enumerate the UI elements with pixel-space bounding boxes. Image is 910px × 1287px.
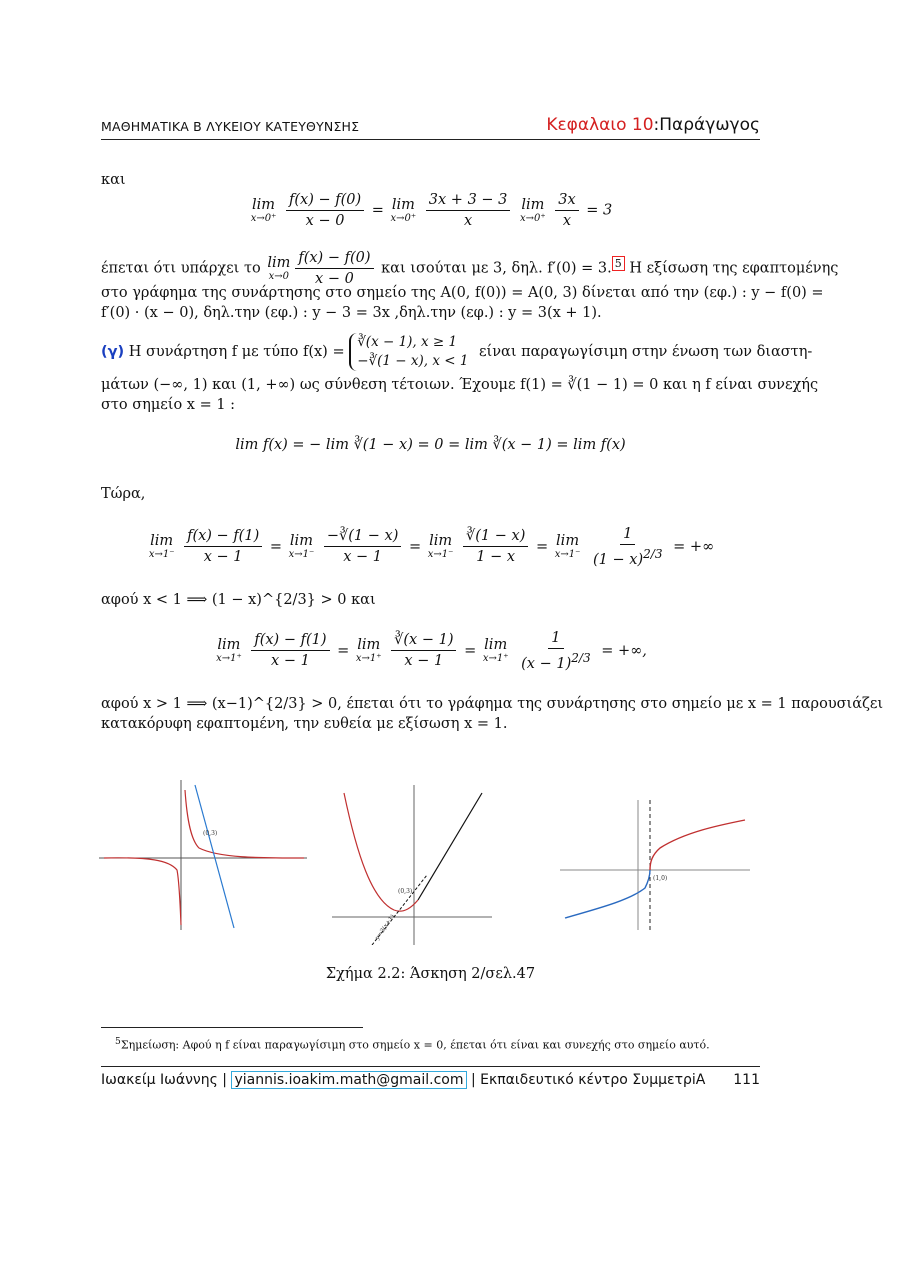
paragraph-line-3: f′(0) · (x − 0), δηλ.την (εφ.) : y − 3 = 3x ,δηλ.την (εφ.) : y = 3(x + 1). <box>101 305 602 321</box>
eq3-result: = +∞ <box>673 538 715 555</box>
footer-rule <box>101 1066 760 1067</box>
equation-limit-1: lim x→0⁺ $\frac{f(x) - f(0)}{x - 0}$ = lim x→0⁺ $\frac{3x + 3 - 3}{x}$ lim x→0⁺ $\frac{3x}{x}$ = 3 <box>250 192 613 229</box>
footnote <box>115 1036 710 1052</box>
case-2: −∛(1 − x), x < 1 <box>357 353 469 369</box>
fig2-point-label: (0,3) <box>398 888 413 895</box>
chapter-title: :Παράγωγος <box>653 115 760 135</box>
eq1-result: = 3 <box>586 202 613 219</box>
text-tora: Τώρα, <box>101 486 146 502</box>
figure-graph-1 <box>99 780 307 930</box>
p1-start: έπεται ότι υπάρχει το <box>101 260 261 277</box>
paragraph-line-7: αφού x < 1 ⟹ (1 − x)^{2/3} > 0 και <box>101 592 376 608</box>
footnote-ref[interactable]: 5 <box>612 256 625 271</box>
fig1-point-label: (0,3) <box>203 830 218 837</box>
header-rule <box>101 139 760 140</box>
paragraph-line-6: στο σημείο x = 1 : <box>101 397 236 413</box>
footer-line <box>101 1072 705 1088</box>
figure-graph-2 <box>332 785 492 945</box>
chapter-label: Κεφαλαιο 10 <box>546 115 654 135</box>
equation-continuity: lim f(x) = − lim ∛(1 − x) = 0 = lim ∛(x − 1) = lim f(x) <box>235 437 626 453</box>
fig2-tangent-label: y=3(x+1) <box>373 913 397 942</box>
email-link[interactable]: yiannis.ioakim.math@gmail.com <box>231 1071 466 1089</box>
p1-middle: και ισούται με 3, δηλ. f′(0) = 3. <box>381 260 612 277</box>
figure-caption: Σχήμα 2.2: Άσκηση 2/σελ.47 <box>325 966 536 982</box>
piecewise-definition <box>349 333 474 371</box>
fig3-point-label: (1,0) <box>653 875 668 882</box>
footer-institution: | Εκπαιδευτικό κέντρο ΣυμμετρiΑ <box>466 1072 706 1088</box>
gamma-text-b: είναι παραγωγίσιμη στην ένωση των διαστη- <box>479 344 813 360</box>
paragraph-line-5: μάτων (−∞, 1) και (1, +∞) ως σύνθεση τέτοιων. Έχουμε f(1) = ∛(1 − 1) = 0 και η f είναι συνεχής <box>101 377 819 393</box>
p1-end: Η εξίσωση της εφαπτομένης <box>629 260 839 277</box>
paragraph-line-9: κατακόρυφη εφαπτομένη, την ευθεία με εξίσωση x = 1. <box>101 716 508 732</box>
footer-author: Ιωακείμ Ιωάννης | <box>101 1072 232 1088</box>
item-label-gamma: (γ) <box>101 344 125 360</box>
paragraph-line-2: στο γράφημα της συνάρτησης στο σημείο της A(0, f(0)) = A(0, 3) δίνεται από την (εφ.) : y − f(0) = <box>101 285 824 301</box>
running-header-right <box>546 115 760 135</box>
text-kai: και <box>101 172 126 188</box>
footnote-text: Σημείωση: Αφού η f είναι παραγωγίσιμη στο σημείο x = 0, έπεται ότι είναι και συνεχής στο σημείο αυτό. <box>120 1038 710 1052</box>
case-1: ∛(x − 1), x ≥ 1 <box>357 334 458 350</box>
footnote-mark: 5 <box>115 1036 121 1047</box>
gamma-text-a: Η συνάρτηση f με τύπο f(x) = <box>128 344 345 360</box>
eq4-result: = +∞, <box>601 642 647 659</box>
paragraph-line-8: αφού x > 1 ⟹ (x−1)^{2/3} > 0, έπεται ότι το γράφημα της συνάρτησης στο σημείο με x = 1 παρουσιάζει <box>101 696 884 712</box>
page-number: 111 <box>733 1072 760 1088</box>
figure-graph-3 <box>560 800 750 930</box>
paragraph-line-1: έπεται ότι υπάρχει το lim x→0 $\frac{f(x) - f(0)}{x - 0}$ και ισούται με 3, δηλ. f′(0) = 3. $^5$ Η εξίσωση της εφαπτομένης <box>101 250 839 287</box>
equation-left-derivative: lim x→1⁻ $\frac{f(x) - f(1)}{x - 1}$ = lim x→1⁻ $\frac{-∛(1 - x)}{x - 1}$ = lim x→1⁻ $\frac{∛(1 - x)}{1 - x}$ = lim x→1⁻ $\frac{1}{(1 - x)^{2/3}}$ = +∞ <box>148 526 715 568</box>
paragraph-gamma <box>101 333 813 371</box>
footnote-rule <box>101 1027 363 1028</box>
running-header-left: ΜΑΘΗΜΑΤΙΚΑ Β ΛΥΚΕΙΟΥ ΚΑΤΕΥΘΥΝΣΗΣ <box>101 119 360 134</box>
equation-right-derivative: lim x→1⁺ $\frac{f(x) - f(1)}{x - 1}$ = lim x→1⁺ $\frac{∛(x - 1)}{x - 1}$ = lim x→1⁺ $\frac{1}{(x - 1)^{2/3}}$ = +∞, <box>216 630 647 672</box>
